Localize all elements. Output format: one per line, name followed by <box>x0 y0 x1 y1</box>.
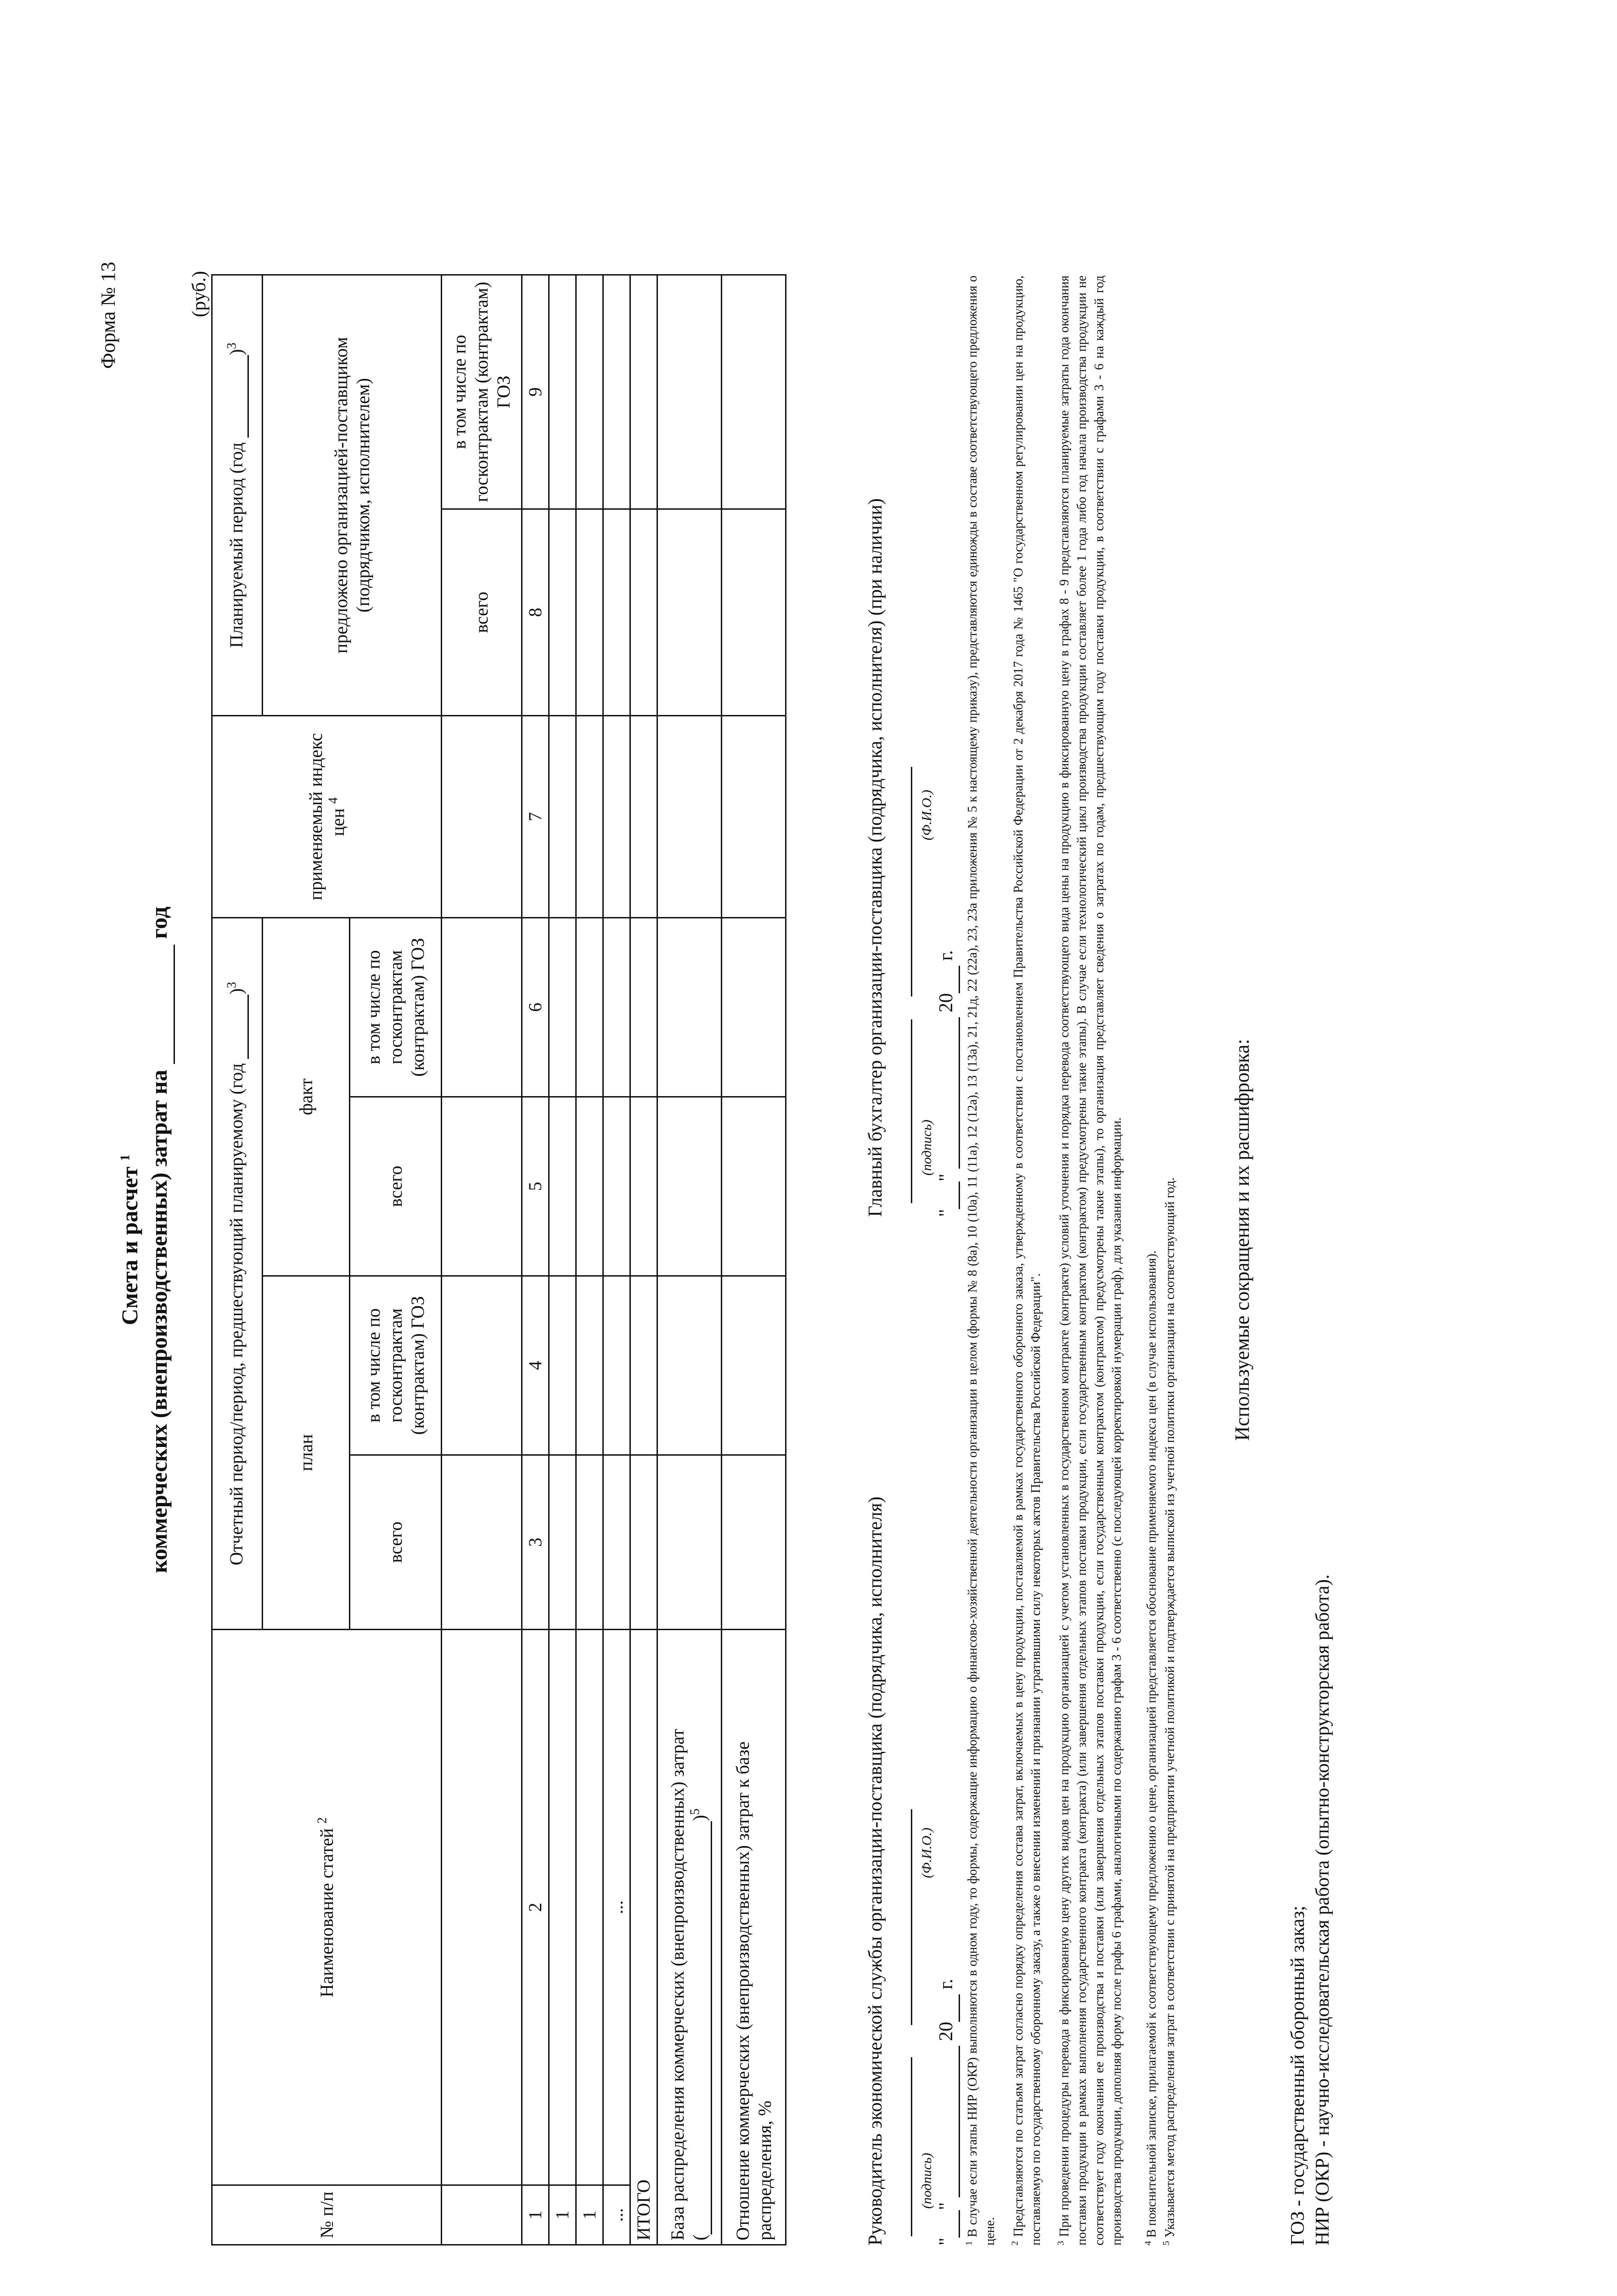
fact-total-header: всего <box>350 1097 442 1276</box>
footnote-3: $^3$ При проведении процедуры перевода в фиксированную цену других видов цен на продукцию организацией с учетом установленных в государственном контракте (контракте) условий уточнения и порядка перевода соответствующего вида цены на продукцию в фиксированную цену в графах 8 - 9 представляются планируемые затраты года окончания поставки продукции в рамках выполнения государственного контракта (контракта) (или завершения отдельных этапов поставки продукции, если государственным контрактом (контрактом) предусмотрены такие этапы). В случае если технологический цикл производства продукции составляет более 1 года либо год начала производства продукции не соответствует году окончания ее производства и поставки (или завершения отдельных этапов поставки продукции, если государственным контрактом (контрактом) предусмотрены такие этапы), то организация представляет сведения о затратах по годам, предшествующим году поставки продукции, в соответствии с графами 3 - 6 на каждый год производства продукции, дополняя форму после графы 6 графами, аналогичными по содержанию графам 3 - 6 соответственно (с последующей корректировкой нумерации граф), для указания информации. <box>1056 276 1124 2245</box>
sign-line <box>911 2057 912 2236</box>
title-line-2: коммерческих (внепроизводственных) затрат на год <box>144 234 175 2245</box>
plan-incl-header: в том числе по госконтрактам (контрактам) ГОЗ <box>350 1276 442 1455</box>
fact-incl-header: в том числе по госконтрактам (контрактам) ГОЗ <box>350 917 442 1097</box>
signature-economist: Руководитель экономической службы организации-поставщика (подрядчика, исполнителя) (подпись) (Ф.И.О.) " " 20 г. <box>863 1373 961 2245</box>
form-number: Форма № 13 <box>97 262 119 369</box>
abbreviation-item: ГОЗ - государственный оборонный заказ; <box>1287 1905 1308 2245</box>
date-line: " " 20 г. <box>934 950 960 1217</box>
abbreviation-item: НИР (ОКР) - научно-исследовательская работа (опытно-конструкторская работа). <box>1312 1574 1333 2245</box>
sign-line <box>911 1019 912 1203</box>
fio-line <box>911 767 912 996</box>
footnote-2: $^2$ Представляются по статьям затрат согласно порядку определения состава затрат, включаемых в цену продукции, поставляемой в рамках государственного оборонного заказа, утвержденному в соответствии с постановлением Правительства Российской Федерации от 2 декабря 2017 года № 1465 "О государственном регулировании цен на продукцию, поставляемую по государственному оборонному заказу, а также о внесении изменений и признании утратившими силу некоторых актов Правительства Российской Федерации". <box>1010 276 1043 2245</box>
column-number-row: 1 2 3 4 5 6 7 8 9 <box>522 275 549 2245</box>
abbreviations-list <box>1286 1575 1335 2245</box>
base-row: База распределения коммерческих (внепроизводственных) затрат ( )$^5$ <box>657 275 722 2245</box>
table-row: 1 <box>549 275 576 2245</box>
plan-total-header: всего <box>350 1455 442 1630</box>
proposed-incl-header: в том числе по госконтрактам (контрактам) ГОЗ <box>442 275 522 509</box>
total-row: ИТОГО <box>630 275 657 2245</box>
fio-line <box>911 1809 912 2025</box>
col-name-header: Наименование статей $^2$ <box>212 1630 442 2185</box>
cost-table <box>211 274 786 2245</box>
col-plan-header: план <box>263 1276 350 1630</box>
col-index-header: применяемый индекс цен $^4$ <box>212 715 442 917</box>
col-num-header: № п/п <box>212 2185 442 2245</box>
table-row: ... ... <box>603 275 630 2245</box>
footnote-5: $^5$ Указывается метод распределения затрат в соответствии с принятой на предприятии учетной политикой и подтверждается выпиской из учетной политики организации на соответствующий год. <box>1161 1177 1177 2245</box>
signature-accountant: Главный бухгалтер организации-поставщика (подрядчика, исполнителя) (при наличии) (подпись) (Ф.И.О.) " " 20 г. <box>863 321 961 1217</box>
page-title <box>115 234 175 2245</box>
col-fact-header: факт <box>263 917 350 1276</box>
year-blank <box>144 945 175 1064</box>
proposed-total-header: всего <box>442 509 522 715</box>
rotated-page <box>92 234 1492 2245</box>
col-proposed-header: предложено организацией-поставщиком (подрядчиком, исполнителем) <box>263 275 442 715</box>
title-line-1: Смета и расчет $^1$ <box>117 1154 142 1325</box>
abbreviations-title: Используемые сокращения и их расшифровка: <box>1231 1039 1253 1441</box>
col-planned-header: Планируемый период (год )$^3$ <box>212 275 263 715</box>
footnote-1: $^1$ В случае если этапы НИР (ОКР) выполняются в одном году, то формы, содержащие информацию о финансово-хозяйственной деятельности организации в целом (формы № 8 (8а), 10 (10а), 11 (11а), 12 (12а), 13 (13а), 21, 21д, 22 (22а), 23, 23а приложения № 5 к настоящему приказу), представляются единожды в составе соответствующего предложения о цене. <box>964 276 997 2245</box>
footnote-4: $^4$ В пояснительной записке, прилагаемой к соответствующему предложению о цене, организацией представляется обоснование применяемого индекса цен (в случае использования). <box>1143 1250 1159 2245</box>
ratio-row: Отношение коммерческих (внепроизводственных) затрат к базе распределения, % <box>722 275 786 2245</box>
table-row: 1 <box>576 275 603 2245</box>
currency-note: (руб.) <box>189 271 210 317</box>
date-line: " " 20 г. <box>934 1979 960 2245</box>
col-reporting-header: Отчетный период/период, предшествующий планируемому (год )$^3$ <box>212 917 263 1629</box>
